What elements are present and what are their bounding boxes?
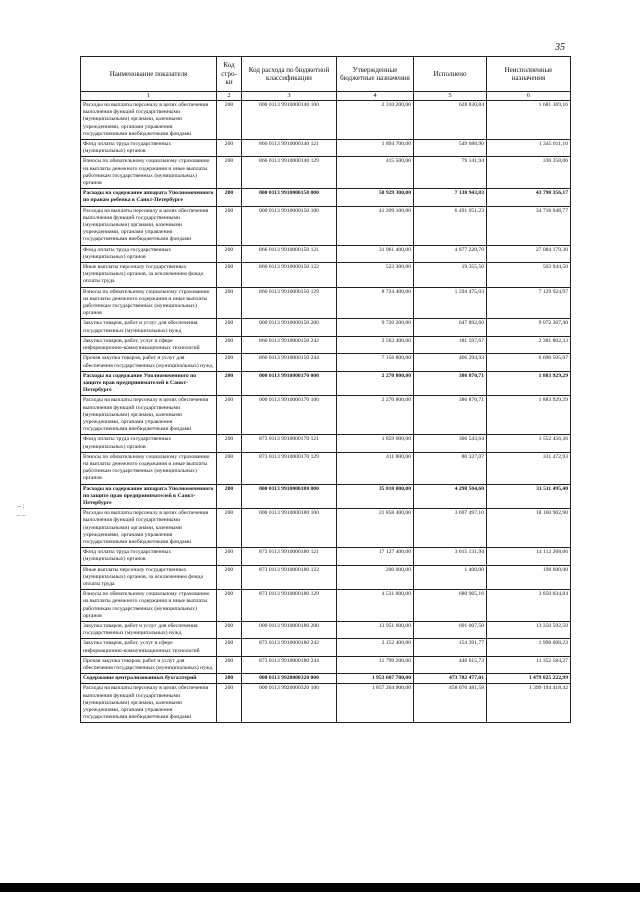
row-name: Расходы на содержание Уполномоченного по защите прав предпринимателей в Санкт-Петербурге xyxy=(81,371,217,396)
row-approved: 523 300,00 xyxy=(337,263,414,288)
row-approved: 200 000,00 xyxy=(337,565,414,590)
row-unexecuted: 1 681 369,16 xyxy=(487,101,571,140)
row-approved: 1 859 000,00 xyxy=(337,435,414,452)
row-name: Взносы по обязательному социальному страхованию на выплаты денежного содержания и иные выплаты работникам государственных (муниципальных) органов xyxy=(81,452,217,484)
row-unexecuted: 1 552 456,36 xyxy=(487,435,571,452)
table-row xyxy=(81,319,571,336)
row-unexecuted: 6 690 505,07 xyxy=(487,354,571,371)
row-budget-code: 866 0113 9910000150 244 xyxy=(242,354,337,371)
row-executed: 3 697 497,10 xyxy=(414,509,487,548)
row-approved: 415 500,00 xyxy=(337,157,414,189)
row-approved: 7 156 800,00 xyxy=(337,354,414,371)
row-budget-code: 866 0113 9910000150 129 xyxy=(242,287,337,319)
table-row xyxy=(81,140,571,157)
row-budget-code: 866 0113 9910000140 121 xyxy=(242,140,337,157)
header-executed: Исполнено xyxy=(414,57,487,92)
row-unexecuted: 198 600,00 xyxy=(487,565,571,590)
row-executed: 3 015 131,94 xyxy=(414,548,487,565)
row-name: Взносы по обязательному социальному страхованию на выплаты денежного содержания и иные выплаты работникам государственных (муниципальных) органов xyxy=(81,287,217,319)
table-row xyxy=(81,336,571,353)
row-executed: 6 491 051,23 xyxy=(414,206,487,245)
row-unexecuted: 1 998 008,23 xyxy=(487,639,571,656)
table-row xyxy=(81,590,571,622)
row-name: Расходы на выплаты персоналу в целях обеспечения выполнения функций государственными (муниципальными) органами, казенными учреждениями, органами управления государственными внебюджетными фондами xyxy=(81,396,217,435)
row-line-code: 200 xyxy=(217,622,242,639)
row-name: Расходы на выплаты персоналу в целях обеспечения выполнения функций государственными (муниципальными) органами, казенными учреждениями, органами управления государственными внебюджетными фондами xyxy=(81,206,217,245)
row-executed: 7 138 943,83 xyxy=(414,189,487,206)
row-executed: 386 870,71 xyxy=(414,396,487,435)
column-number: 6 xyxy=(487,92,571,101)
row-unexecuted: 3 850 034,84 xyxy=(487,590,571,622)
column-number: 5 xyxy=(414,92,487,101)
header-approved: Утвержденные бюджетные назначения xyxy=(337,57,414,92)
row-line-code: 200 xyxy=(217,287,242,319)
table-row xyxy=(81,354,571,371)
header-budget-code: Код расхода по бюджетной классификации xyxy=(242,57,337,92)
margin-mark: – – xyxy=(16,511,26,519)
row-approved: 21 858 400,00 xyxy=(337,509,414,548)
row-line-code: 200 xyxy=(217,452,242,484)
row-approved: 2 563 400,00 xyxy=(337,336,414,353)
row-line-code: 200 xyxy=(217,590,242,622)
table-row xyxy=(81,622,571,639)
row-budget-code: 866 0113 9910000140 129 xyxy=(242,157,337,189)
table-row xyxy=(81,101,571,140)
table-row xyxy=(81,245,571,262)
column-number: 2 xyxy=(217,92,242,101)
row-unexecuted: 31 511 495,40 xyxy=(487,484,571,509)
row-executed: 1 594 475,03 xyxy=(414,287,487,319)
row-unexecuted: 1 479 825 222,99 xyxy=(487,674,571,684)
table-row xyxy=(81,189,571,206)
row-executed: 549 688,90 xyxy=(414,140,487,157)
row-executed: 79 141,94 xyxy=(414,157,487,189)
row-name: Прочая закупка товаров, работ и услуг для обеспечения государственных (муниципальных) нужд xyxy=(81,354,217,371)
row-approved: 17 127 400,00 xyxy=(337,548,414,565)
row-line-code: 200 xyxy=(217,509,242,548)
header-row xyxy=(81,57,571,92)
row-approved: 411 800,00 xyxy=(337,452,414,484)
row-budget-code: 000 0113 9910000150 000 xyxy=(242,189,337,206)
row-name: Расходы на выплаты персоналу в целях обеспечения выполнения функций государственными (муниципальными) органами, казенными учреждениями, органами управления государственными внебюджетными фондами xyxy=(81,684,217,723)
header-indicator-name: Наименование показателя xyxy=(81,57,217,92)
row-unexecuted: 14 112 268,06 xyxy=(487,548,571,565)
row-executed: 680 965,16 xyxy=(414,590,487,622)
row-line-code: 200 xyxy=(217,371,242,396)
column-number: 4 xyxy=(337,92,414,101)
row-name: Фонд оплаты труда государственных (муниципальных) органов xyxy=(81,435,217,452)
row-name: Фонд оплаты труда государственных (муниципальных) органов xyxy=(81,548,217,565)
row-executed: 628 830,84 xyxy=(414,101,487,140)
row-line-code: 200 xyxy=(217,656,242,673)
row-approved: 1 953 607 700,00 xyxy=(337,674,414,684)
page-number: 35 xyxy=(555,42,565,53)
row-approved: 31 961 400,00 xyxy=(337,245,414,262)
row-unexecuted: 9 072 307,40 xyxy=(487,319,571,336)
row-unexecuted: 43 790 356,17 xyxy=(487,189,571,206)
table-row xyxy=(81,206,571,245)
row-name: Фонд оплаты труда государственных (муниципальных) органов xyxy=(81,140,217,157)
row-name: Расходы на содержание аппарата Уполномоченного по правам ребенка в Санкт-Петербурге xyxy=(81,189,217,206)
row-line-code: 200 xyxy=(217,684,242,723)
row-unexecuted: 34 718 048,77 xyxy=(487,206,571,245)
row-unexecuted: 503 944,50 xyxy=(487,263,571,288)
row-budget-code: 866 0113 9910000150 122 xyxy=(242,263,337,288)
row-budget-code: 000 0113 9910000180 000 xyxy=(242,484,337,509)
row-unexecuted: 7 129 924,97 xyxy=(487,287,571,319)
row-line-code: 200 xyxy=(217,548,242,565)
row-budget-code: 873 0113 9910000180 129 xyxy=(242,590,337,622)
column-number: 3 xyxy=(242,92,337,101)
row-executed: 473 782 477,01 xyxy=(414,674,487,684)
row-name: Иные выплаты персоналу государственных (муниципальных) органов, за исключением фонда оплаты труда xyxy=(81,565,217,590)
row-line-code: 200 xyxy=(217,263,242,288)
row-budget-code: 873 0113 9910000180 122 xyxy=(242,565,337,590)
table-row xyxy=(81,656,571,673)
row-line-code: 200 xyxy=(217,336,242,353)
row-approved: 50 929 300,00 xyxy=(337,189,414,206)
row-name: Расходы на содержание аппарата Уполномоченного по защите прав предпринимателей в Санкт-Петербурге xyxy=(81,484,217,509)
row-unexecuted: 1 883 929,29 xyxy=(487,396,571,435)
row-unexecuted: 1 883 929,29 xyxy=(487,371,571,396)
row-line-code: 200 xyxy=(217,245,242,262)
row-approved: 8 724 400,00 xyxy=(337,287,414,319)
row-budget-code: 000 0113 9910000140 100 xyxy=(242,101,337,140)
row-line-code: 200 xyxy=(217,157,242,189)
row-line-code: 200 xyxy=(217,101,242,140)
row-name: Иные выплаты персоналу государственных (муниципальных) органов, за исключением фонда оплаты труда xyxy=(81,263,217,288)
table-row xyxy=(81,452,571,484)
row-executed: 1 400,00 xyxy=(414,565,487,590)
row-approved: 2 310 200,00 xyxy=(337,101,414,140)
row-budget-code: 000 0113 9910000180 100 xyxy=(242,509,337,548)
row-name: Закупка товаров, работ, услуг в сфере информационно-коммуникационных технологий xyxy=(81,639,217,656)
row-line-code: 200 xyxy=(217,319,242,336)
header-unexecuted: Неисполненные назначения xyxy=(487,57,571,92)
row-line-code: 200 xyxy=(217,206,242,245)
row-unexecuted: 18 160 902,90 xyxy=(487,509,571,548)
row-budget-code: 866 0113 9910000150 121 xyxy=(242,245,337,262)
row-budget-code: 873 0113 9910000170 121 xyxy=(242,435,337,452)
row-line-code: 200 xyxy=(217,639,242,656)
row-approved: 4 531 000,00 xyxy=(337,590,414,622)
table-row xyxy=(81,565,571,590)
header-line-code: Код стро-ки xyxy=(217,57,242,92)
row-name: Взносы по обязательному социальному страхованию на выплаты денежного содержания и иные выплаты работникам государственных (муниципальных) органов xyxy=(81,590,217,622)
row-name: Фонд оплаты труда государственных (муниципальных) органов xyxy=(81,245,217,262)
row-budget-code: 000 0113 9910000150 200 xyxy=(242,319,337,336)
table-row xyxy=(81,287,571,319)
row-approved: 41 209 100,00 xyxy=(337,206,414,245)
row-line-code: 200 xyxy=(217,396,242,435)
row-approved: 2 270 800,00 xyxy=(337,396,414,435)
row-name: Содержание централизованных бухгалтерий xyxy=(81,674,217,684)
table-row xyxy=(81,263,571,288)
row-name: Закупка товаров, работ, услуг в сфере информационно-коммуникационных технологий xyxy=(81,336,217,353)
row-executed: 19 355,50 xyxy=(414,263,487,288)
budget-report-table xyxy=(80,56,571,723)
row-budget-code: 873 0113 9910000180 242 xyxy=(242,639,337,656)
row-approved: 2 152 400,00 xyxy=(337,639,414,656)
row-executed: 4 877 220,70 xyxy=(414,245,487,262)
row-unexecuted: 2 381 802,33 xyxy=(487,336,571,353)
table-row xyxy=(81,484,571,509)
row-unexecuted: 1 399 194 418,42 xyxy=(487,684,571,723)
row-budget-code: 000 0113 9910000150 100 xyxy=(242,206,337,245)
table-row xyxy=(81,157,571,189)
row-executed: 466 294,93 xyxy=(414,354,487,371)
table-row xyxy=(81,435,571,452)
row-name: Прочая закупка товаров, работ и услуг для обеспечения государственных (муниципальных) нужд xyxy=(81,656,217,673)
row-line-code: 200 xyxy=(217,674,242,684)
row-budget-code: 000 0113 9920000320 000 xyxy=(242,674,337,684)
row-name: Расходы на выплаты персоналу в целях обеспечения выполнения функций государственными (муниципальными) органами, казенными учреждениями, органами управления государственными внебюджетными фондами xyxy=(81,101,217,140)
row-approved: 1 894 700,00 xyxy=(337,140,414,157)
row-executed: 647 892,60 xyxy=(414,319,487,336)
row-line-code: 200 xyxy=(217,140,242,157)
table-row xyxy=(81,396,571,435)
row-executed: 458 070 481,58 xyxy=(414,684,487,723)
row-executed: 306 543,64 xyxy=(414,435,487,452)
scan-edge-bar xyxy=(0,883,640,892)
row-budget-code: 000 0113 9910000170 000 xyxy=(242,371,337,396)
row-executed: 154 391,77 xyxy=(414,639,487,656)
row-budget-code: 000 0113 9910000180 200 xyxy=(242,622,337,639)
row-executed: 4 298 504,60 xyxy=(414,484,487,509)
row-unexecuted: 331 472,93 xyxy=(487,452,571,484)
table-row xyxy=(81,548,571,565)
row-unexecuted: 336 358,06 xyxy=(487,157,571,189)
row-name: Закупка товаров, работ и услуг для обеспечения государственных (муниципальных) нужд xyxy=(81,319,217,336)
row-approved: 1 857 264 900,00 xyxy=(337,684,414,723)
row-unexecuted: 27 084 179,30 xyxy=(487,245,571,262)
row-approved: 35 810 000,00 xyxy=(337,484,414,509)
row-unexecuted: 13 350 592,50 xyxy=(487,622,571,639)
row-budget-code: 000 0113 9910000170 100 xyxy=(242,396,337,435)
row-unexecuted: 1 345 011,10 xyxy=(487,140,571,157)
row-unexecuted: 11 352 584,27 xyxy=(487,656,571,673)
table-body xyxy=(81,101,571,723)
row-line-code: 200 xyxy=(217,189,242,206)
table-row xyxy=(81,371,571,396)
row-line-code: 200 xyxy=(217,435,242,452)
row-name: Закупка товаров, работ и услуг для обеспечения государственных (муниципальных) нужд xyxy=(81,622,217,639)
row-approved: 9 720 200,00 xyxy=(337,319,414,336)
row-executed: 446 615,73 xyxy=(414,656,487,673)
row-name: Взносы по обязательному социальному страхованию на выплаты денежного содержания и иные выплаты работникам государственных (муниципальных) органов xyxy=(81,157,217,189)
margin-mark: – : xyxy=(17,502,25,510)
row-executed: 80 327,07 xyxy=(414,452,487,484)
row-line-code: 200 xyxy=(217,354,242,371)
table-row xyxy=(81,509,571,548)
row-budget-code: 873 0113 9910000170 129 xyxy=(242,452,337,484)
table-row xyxy=(81,674,571,684)
column-number: 1 xyxy=(81,92,217,101)
column-number-row xyxy=(81,92,571,101)
row-executed: 386 870,71 xyxy=(414,371,487,396)
table-row xyxy=(81,684,571,723)
row-approved: 2 270 800,00 xyxy=(337,371,414,396)
row-budget-code: 873 0113 9910000180 121 xyxy=(242,548,337,565)
row-name: Расходы на выплаты персоналу в целях обеспечения выполнения функций государственными (муниципальными) органами, казенными учреждениями, органами управления государственными внебюджетными фондами xyxy=(81,509,217,548)
table-row xyxy=(81,639,571,656)
margin-marks xyxy=(15,502,27,520)
row-line-code: 200 xyxy=(217,484,242,509)
row-budget-code: 866 0113 9910000150 242 xyxy=(242,336,337,353)
row-line-code: 200 xyxy=(217,565,242,590)
row-approved: 13 951 600,00 xyxy=(337,622,414,639)
row-budget-code: 873 0113 9910000180 244 xyxy=(242,656,337,673)
row-executed: 601 007,50 xyxy=(414,622,487,639)
row-approved: 11 799 200,00 xyxy=(337,656,414,673)
row-executed: 181 597,67 xyxy=(414,336,487,353)
row-budget-code: 000 0113 9920000320 100 xyxy=(242,684,337,723)
